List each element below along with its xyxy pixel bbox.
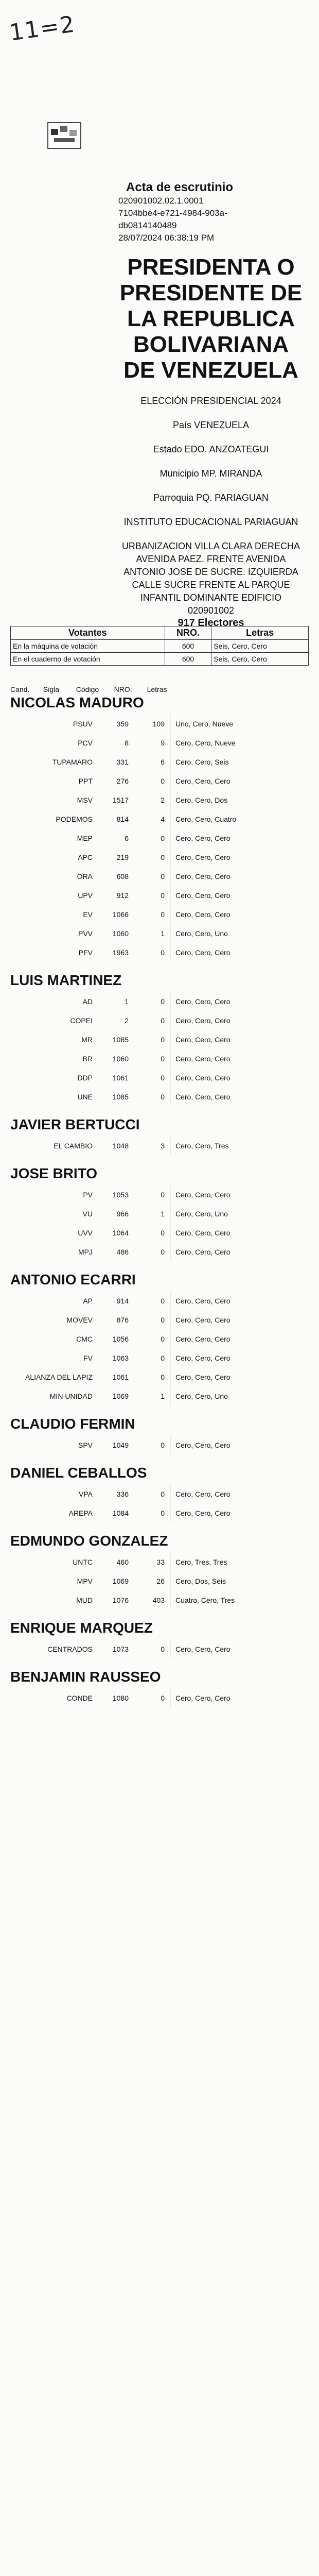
party-row xyxy=(10,1011,309,1030)
party-code: 336 xyxy=(116,1489,129,1498)
party-votes: 0 xyxy=(161,1489,165,1498)
party-votes: 109 xyxy=(152,719,165,728)
party-votes-letras: Cero, Cero, Cero xyxy=(175,1054,231,1063)
party-sigla: CENTRADOS xyxy=(47,1645,93,1653)
party-sigla: VPA xyxy=(79,1489,93,1498)
col-nro: NRO. xyxy=(165,626,211,640)
party-row xyxy=(10,714,309,733)
party-code: 1080 xyxy=(112,1693,129,1702)
party-votes-letras: Cero, Cero, Cero xyxy=(175,1645,231,1653)
candidates-list xyxy=(10,694,309,1707)
party-sigla: EV xyxy=(83,910,93,919)
party-votes: 26 xyxy=(156,1577,165,1585)
party-votes-letras: Cero, Cero, Cero xyxy=(175,1073,231,1082)
party-row xyxy=(10,1136,309,1155)
candidate-name: NICOLAS MADURO xyxy=(10,694,144,710)
party-votes-letras: Cero, Cero, Cero xyxy=(175,1035,231,1044)
machine-nro: 600 xyxy=(165,640,211,653)
center-address: URBANIZACION VILLA CLARA DERECHA AVENIDA PAEZ. FRENTE AVENIDA ANTONIO JOSE DE SUCRE. IZQUIERDA CALLE SUCRE FRENTE AL PARQUE INFANTIL DOMINANTE EDIFICIO xyxy=(121,541,300,603)
party-votes-letras: Cero, Cero, Cero xyxy=(175,1092,231,1101)
candidate-name: ENRIQUE MARQUEZ xyxy=(10,1620,153,1636)
party-votes: 0 xyxy=(161,1645,165,1653)
municipality: Municipio MP. MIRANDA xyxy=(160,468,262,479)
party-row xyxy=(10,752,309,771)
party-sigla: ORA xyxy=(77,872,93,880)
party-code: 1073 xyxy=(112,1645,129,1653)
legend-sigla: Sigla xyxy=(43,685,60,693)
party-row xyxy=(10,1185,309,1204)
candidate-block xyxy=(10,1620,309,1658)
party-code: 608 xyxy=(116,872,129,880)
party-row xyxy=(10,771,309,790)
country: País VENEZUELA xyxy=(172,420,250,430)
party-code: 914 xyxy=(116,1296,129,1305)
party-votes: 0 xyxy=(161,1693,165,1702)
party-votes-letras: Cero, Cero, Tres xyxy=(175,1141,229,1150)
acta-code: 020901002.02.1.0001 xyxy=(118,196,204,206)
candidate-name: EDMUNDO GONZALEZ xyxy=(10,1533,168,1549)
party-votes-letras: Cero, Cero, Cuatro xyxy=(175,815,237,823)
party-sigla: BR xyxy=(82,1054,93,1063)
party-sigla: AD xyxy=(82,997,93,1006)
party-code: 219 xyxy=(116,853,129,861)
party-votes: 0 xyxy=(161,1296,165,1305)
party-votes-letras: Cero, Cero, Cero xyxy=(175,872,231,880)
party-votes: 0 xyxy=(161,1228,165,1237)
candidate-name: JOSE BRITO xyxy=(10,1165,98,1181)
party-votes: 0 xyxy=(161,1334,165,1343)
party-row xyxy=(10,1310,309,1329)
party-code: 1061 xyxy=(112,1372,129,1381)
center-code: 020901002 xyxy=(187,605,235,616)
party-row xyxy=(10,867,309,886)
party-sigla: MR xyxy=(81,1035,93,1044)
party-row xyxy=(10,1435,309,1454)
party-row xyxy=(10,992,309,1011)
candidate-block xyxy=(10,1533,309,1609)
party-votes: 4 xyxy=(161,815,165,823)
party-sigla: PCV xyxy=(78,738,93,747)
party-sigla: MPV xyxy=(77,1577,93,1585)
party-row xyxy=(10,1386,309,1405)
legend-nro: NRO. xyxy=(114,685,132,693)
candidate-block xyxy=(10,1416,309,1454)
party-votes-letras: Cero, Cero, Nueve xyxy=(175,738,236,747)
party-votes: 2 xyxy=(161,795,165,804)
party-row xyxy=(10,1242,309,1261)
party-row xyxy=(10,1639,309,1658)
party-sigla: FV xyxy=(83,1353,93,1362)
candidate-block xyxy=(10,1669,309,1707)
party-sigla: PPT xyxy=(78,776,93,785)
party-sigla: PFV xyxy=(78,948,93,957)
notebook-label: En el cuaderno de votación xyxy=(11,653,165,666)
party-code: 1084 xyxy=(112,1509,129,1517)
party-votes-letras: Cero, Cero, Uno xyxy=(175,929,228,938)
acta-uuid-1: 7104bbe4-e721-4984-903a- xyxy=(118,208,227,218)
party-code: 1076 xyxy=(112,1596,129,1604)
party-row xyxy=(10,1552,309,1571)
party-votes: 0 xyxy=(161,1440,165,1449)
party-code: 1 xyxy=(125,997,129,1006)
party-code: 912 xyxy=(116,891,129,900)
party-votes-letras: Uno, Cero, Nueve xyxy=(175,719,234,728)
party-code: 1056 xyxy=(112,1334,129,1343)
party-sigla: MSV xyxy=(77,795,93,804)
party-votes-letras: Cero, Cero, Cero xyxy=(175,997,231,1006)
party-row xyxy=(10,1049,309,1068)
party-row xyxy=(10,1204,309,1223)
party-sigla: DDP xyxy=(77,1073,93,1082)
party-votes: 0 xyxy=(161,1073,165,1082)
party-row xyxy=(10,1484,309,1503)
party-code: 1069 xyxy=(112,1577,129,1585)
candidate-block xyxy=(10,1165,309,1261)
handwritten-mark: 11=2 xyxy=(8,11,77,46)
party-votes: 0 xyxy=(161,1353,165,1362)
party-sigla: AREPA xyxy=(68,1509,93,1517)
acta-header xyxy=(116,180,306,629)
legend-codigo: Código xyxy=(76,685,99,693)
party-code: 1049 xyxy=(112,1440,129,1449)
party-votes: 0 xyxy=(161,1092,165,1101)
candidate-block xyxy=(10,972,309,1106)
party-sigla: CONDE xyxy=(66,1693,93,1702)
party-votes-letras: Cuatro, Cero, Tres xyxy=(175,1596,235,1604)
party-votes: 0 xyxy=(161,948,165,957)
party-votes: 0 xyxy=(161,1509,165,1517)
party-votes: 33 xyxy=(156,1557,165,1566)
party-votes: 0 xyxy=(161,834,165,842)
machine-letras: Seis, Cero, Cero xyxy=(211,640,309,653)
party-votes: 1 xyxy=(161,1209,165,1218)
candidate-name: CLAUDIO FERMIN xyxy=(10,1416,135,1432)
party-votes-letras: Cero, Cero, Cero xyxy=(175,910,231,919)
election-name: ELECCIÓN PRESIDENCIAL 2024 xyxy=(140,396,281,406)
party-row xyxy=(10,828,309,848)
party-code: 1053 xyxy=(112,1190,129,1199)
party-sigla: MUD xyxy=(76,1596,93,1604)
party-votes-letras: Cero, Cero, Cero xyxy=(175,1440,231,1449)
party-votes: 0 xyxy=(161,1372,165,1381)
party-votes: 0 xyxy=(161,1190,165,1199)
party-votes-letras: Cero, Cero, Cero xyxy=(175,948,231,957)
party-row xyxy=(10,886,309,905)
party-row xyxy=(10,1688,309,1707)
party-row xyxy=(10,733,309,752)
party-votes-letras: Cero, Cero, Cero xyxy=(175,1228,231,1237)
party-sigla: PV xyxy=(83,1190,93,1199)
party-row xyxy=(10,1291,309,1310)
party-code: 1063 xyxy=(112,1353,129,1362)
notebook-letras: Seis, Cero, Cero xyxy=(211,653,309,666)
party-votes: 6 xyxy=(161,757,165,766)
party-row xyxy=(10,1367,309,1386)
party-votes-letras: Cero, Cero, Cero xyxy=(175,1296,231,1305)
party-row xyxy=(10,1590,309,1609)
party-code: 1064 xyxy=(112,1228,129,1237)
party-sigla: SPV xyxy=(78,1440,93,1449)
election-title: PRESIDENTA O PRESIDENTE DE LA REPUBLICA BOLIVARIANA DE VENEZUELA xyxy=(119,255,303,383)
electors-count: 917 Electores xyxy=(178,617,244,629)
party-sigla: MOVEV xyxy=(66,1315,93,1324)
party-votes-letras: Cero, Cero, Cero xyxy=(175,853,231,861)
party-row xyxy=(10,943,309,962)
party-code: 966 xyxy=(116,1209,129,1218)
party-code: 486 xyxy=(116,1247,129,1256)
party-sigla: PSUV xyxy=(73,719,93,728)
party-sigla: MPJ xyxy=(78,1247,93,1256)
party-row xyxy=(10,790,309,809)
parish: Parroquia PQ. PARIAGUAN xyxy=(153,493,269,503)
party-votes: 0 xyxy=(161,910,165,919)
party-votes-letras: Cero, Cero, Cero xyxy=(175,834,231,842)
candidate-block xyxy=(10,694,309,962)
party-votes: 3 xyxy=(161,1141,165,1150)
party-code: 8 xyxy=(125,738,129,747)
party-sigla: MIN UNIDAD xyxy=(49,1392,93,1400)
acta-uuid-2: db0814140489 xyxy=(118,221,177,230)
legend-cand: Cand. xyxy=(10,685,30,693)
center-name: INSTITUTO EDUCACIONAL PARIAGUAN xyxy=(123,517,298,527)
party-sigla: PVV xyxy=(78,929,93,938)
party-votes: 0 xyxy=(161,1315,165,1324)
party-votes-letras: Cero, Cero, Uno xyxy=(175,1209,228,1218)
party-votes: 0 xyxy=(161,776,165,785)
party-votes: 403 xyxy=(152,1596,165,1604)
notebook-nro: 600 xyxy=(165,653,211,666)
party-votes-letras: Cero, Cero, Cero xyxy=(175,776,231,785)
party-votes-letras: Cero, Cero, Cero xyxy=(175,891,231,900)
party-votes-letras: Cero, Cero, Cero xyxy=(175,1489,231,1498)
party-row xyxy=(10,905,309,924)
party-votes-letras: Cero, Cero, Cero xyxy=(175,1334,231,1343)
party-votes: 0 xyxy=(161,1247,165,1256)
party-row xyxy=(10,1571,309,1590)
party-row xyxy=(10,1068,309,1087)
party-code: 331 xyxy=(116,757,129,766)
party-code: 460 xyxy=(116,1557,129,1566)
col-letras: Letras xyxy=(211,626,309,640)
party-votes-letras: Cero, Cero, Cero xyxy=(175,1509,231,1517)
party-row xyxy=(10,1087,309,1106)
party-row xyxy=(10,1348,309,1367)
state: Estado EDO. ANZOATEGUI xyxy=(153,444,269,454)
party-code: 876 xyxy=(116,1315,129,1324)
columns-legend xyxy=(10,685,309,693)
voters-table xyxy=(10,626,309,666)
party-code: 1060 xyxy=(112,1054,129,1063)
party-code: 1069 xyxy=(112,1392,129,1400)
party-code: 1048 xyxy=(112,1141,129,1150)
party-code: 814 xyxy=(116,815,129,823)
party-sigla: APC xyxy=(78,853,93,861)
party-code: 1066 xyxy=(112,910,129,919)
candidate-name: ANTONIO ECARRI xyxy=(10,1272,136,1287)
party-votes: 9 xyxy=(161,738,165,747)
party-votes-letras: Cero, Cero, Seis xyxy=(175,757,229,766)
party-code: 6 xyxy=(125,834,129,842)
party-code: 1085 xyxy=(112,1035,129,1044)
party-row xyxy=(10,848,309,867)
party-code: 2 xyxy=(125,1016,129,1025)
party-row xyxy=(10,924,309,943)
party-sigla: ALIANZA DEL LAPIZ xyxy=(25,1372,93,1381)
party-row xyxy=(10,1030,309,1049)
party-sigla: EL CAMBIO xyxy=(54,1141,93,1150)
candidate-name: LUIS MARTINEZ xyxy=(10,972,122,988)
party-votes-letras: Cero, Cero, Dos xyxy=(175,795,228,804)
party-votes-letras: Cero, Cero, Cero xyxy=(175,1693,231,1702)
party-votes: 0 xyxy=(161,1016,165,1025)
party-sigla: UNTC xyxy=(73,1557,93,1566)
party-sigla: TUPAMARO xyxy=(52,757,93,766)
party-row xyxy=(10,1223,309,1242)
party-sigla: VU xyxy=(82,1209,93,1218)
party-sigla: COPEI xyxy=(70,1016,93,1025)
party-sigla: UNE xyxy=(77,1092,93,1101)
col-votantes: Votantes xyxy=(11,626,165,640)
party-votes-letras: Cero, Cero, Uno xyxy=(175,1392,228,1400)
party-code: 1061 xyxy=(112,1073,129,1082)
party-votes: 1 xyxy=(161,1392,165,1400)
legend-letras: Letras xyxy=(147,685,167,693)
party-votes-letras: Cero, Cero, Cero xyxy=(175,1315,231,1324)
party-code: 1963 xyxy=(112,948,129,957)
party-votes: 0 xyxy=(161,1035,165,1044)
party-votes: 0 xyxy=(161,891,165,900)
party-sigla: UPV xyxy=(78,891,93,900)
party-sigla: PODEMOS xyxy=(56,815,93,823)
party-votes: 1 xyxy=(161,929,165,938)
party-votes-letras: Cero, Dos, Seis xyxy=(175,1577,226,1585)
cne-logo-icon xyxy=(44,118,85,155)
machine-label: En la máquina de votación xyxy=(11,640,165,653)
party-sigla: UVV xyxy=(78,1228,93,1237)
party-code: 1060 xyxy=(112,929,129,938)
candidate-name: BENJAMIN RAUSSEO xyxy=(10,1669,161,1685)
party-votes-letras: Cero, Cero, Cero xyxy=(175,1372,231,1381)
party-votes: 0 xyxy=(161,997,165,1006)
party-row xyxy=(10,1329,309,1348)
party-votes-letras: Cero, Tres, Tres xyxy=(175,1557,227,1566)
party-votes-letras: Cero, Cero, Cero xyxy=(175,1190,231,1199)
party-code: 1517 xyxy=(112,795,129,804)
candidate-block xyxy=(10,1116,309,1155)
party-sigla: AP xyxy=(83,1296,93,1305)
party-code: 359 xyxy=(116,719,129,728)
party-row xyxy=(10,1503,309,1522)
party-sigla: MEP xyxy=(77,834,93,842)
party-code: 276 xyxy=(116,776,129,785)
party-votes-letras: Cero, Cero, Cero xyxy=(175,1353,231,1362)
candidate-name: DANIEL CEBALLOS xyxy=(10,1465,147,1481)
party-votes: 0 xyxy=(161,853,165,861)
party-votes: 0 xyxy=(161,1054,165,1063)
acta-datetime: 28/07/2024 06:38:19 PM xyxy=(118,233,215,243)
candidate-block xyxy=(10,1465,309,1522)
candidate-block xyxy=(10,1272,309,1405)
party-votes: 0 xyxy=(161,872,165,880)
party-code: 1085 xyxy=(112,1092,129,1101)
party-votes-letras: Cero, Cero, Cero xyxy=(175,1247,231,1256)
acta-label: Acta de escrutinio xyxy=(126,180,234,194)
party-votes-letras: Cero, Cero, Cero xyxy=(175,1016,231,1025)
candidate-name: JAVIER BERTUCCI xyxy=(10,1116,140,1132)
party-sigla: CMC xyxy=(76,1334,93,1343)
party-row xyxy=(10,809,309,828)
